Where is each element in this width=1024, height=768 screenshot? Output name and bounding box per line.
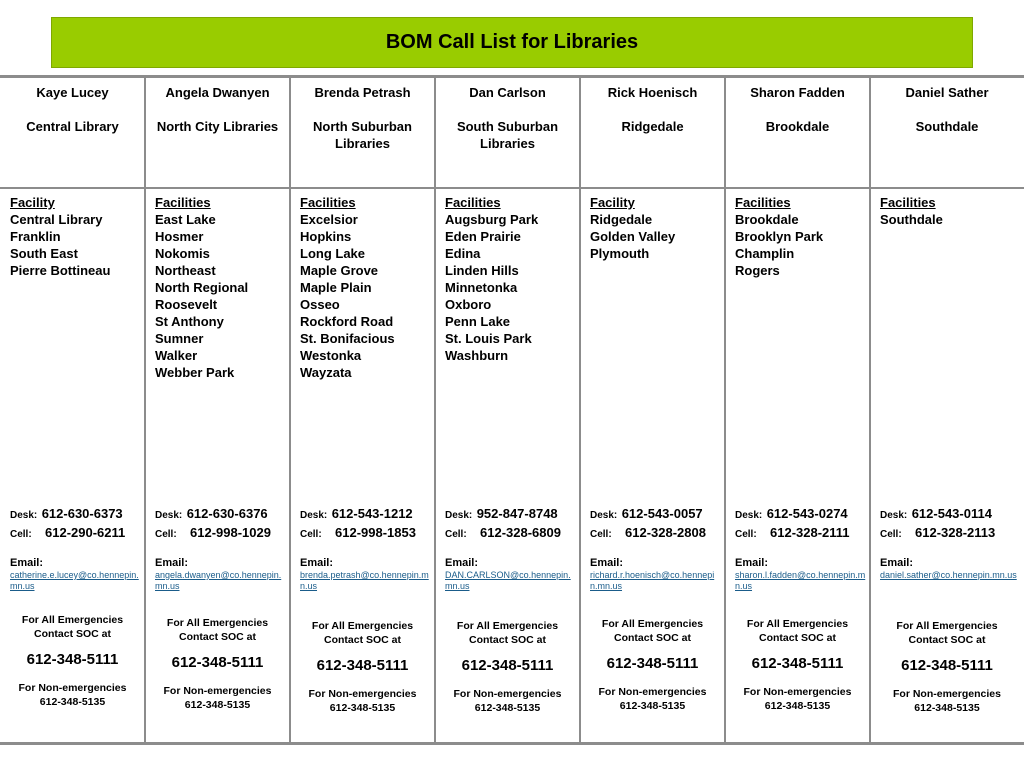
- cell-phone-row: [590, 524, 721, 543]
- column-divider: [144, 78, 146, 742]
- desk-phone: 612-543-0057: [621, 506, 703, 521]
- facility-item: Ridgedale: [590, 212, 653, 227]
- non-emergency-phone: 612-348-5135: [914, 702, 980, 714]
- non-emergency-label: For Non-emergencies: [308, 688, 417, 700]
- email-label: Email:: [590, 557, 624, 569]
- column-header: [439, 84, 576, 152]
- desk-phone: 612-543-0274: [766, 506, 848, 521]
- contact-column: [145, 78, 290, 742]
- contact-column: [435, 78, 580, 742]
- facility-item: North Regional: [155, 280, 249, 295]
- facility-item: St. Bonifacious: [300, 331, 395, 346]
- emergency-info: [439, 619, 576, 715]
- non-emergency-phone: 612-348-5135: [39, 696, 106, 708]
- facility-item: Franklin: [10, 229, 61, 244]
- column-header: [294, 84, 431, 152]
- soc-phone: 612-348-5111: [316, 657, 409, 674]
- facility-item: St Anthony: [155, 314, 224, 329]
- non-emergency-phone: 612-348-5135: [329, 702, 396, 714]
- cell-phone-row: [10, 524, 141, 543]
- cell-phone: 612-328-2808: [625, 525, 706, 540]
- email-label: Email:: [155, 557, 189, 569]
- email-link[interactable]: catherine.e.lucey@co.hennepin.mn.us: [10, 570, 139, 591]
- facility-item: Webber Park: [155, 365, 235, 380]
- facility-list: [300, 194, 431, 381]
- facility-item: Penn Lake: [445, 314, 511, 329]
- contact-soc-label: Contact SOC at: [613, 632, 691, 644]
- facility-list: [155, 194, 286, 381]
- cell-phone: 612-328-2113: [915, 525, 996, 540]
- contact-soc-label: Contact SOC at: [758, 632, 836, 644]
- contact-name: Brenda Petrash: [314, 85, 411, 100]
- cell-phone: 612-998-1029: [190, 525, 271, 540]
- column-divider: [869, 78, 871, 742]
- desk-label: Desk:: [880, 510, 908, 521]
- emergency-label: For All Emergencies: [311, 620, 414, 632]
- cell-phone-row: [735, 524, 866, 543]
- non-emergency-label: For Non-emergencies: [18, 682, 127, 694]
- contact-name: Dan Carlson: [469, 85, 546, 100]
- column-divider: [289, 78, 291, 742]
- facility-item: Wayzata: [300, 365, 352, 380]
- emergency-label: For All Emergencies: [746, 618, 849, 630]
- facility-item: Rogers: [735, 263, 780, 278]
- contact-name: Kaye Lucey: [36, 85, 109, 100]
- column-header: [4, 84, 141, 135]
- column-header: [874, 84, 1020, 135]
- column-divider: [434, 78, 436, 742]
- column-divider: [579, 78, 581, 742]
- soc-phone: 612-348-5111: [171, 654, 264, 671]
- desk-phone-row: [445, 505, 576, 524]
- facility-item: Minnetonka: [445, 280, 518, 295]
- non-emergency-label: For Non-emergencies: [163, 685, 272, 697]
- facility-item: Eden Prairie: [445, 229, 521, 244]
- contact-info: [155, 505, 286, 592]
- contact-column: [290, 78, 435, 742]
- desk-label: Desk:: [10, 510, 38, 521]
- column-header: [584, 84, 721, 135]
- email-link[interactable]: brenda.petrash@co.hennepin.mn.us: [300, 570, 429, 591]
- cell-phone: 612-998-1853: [335, 525, 416, 540]
- soc-phone: 612-348-5111: [751, 655, 844, 672]
- desk-phone: 612-630-6376: [186, 506, 268, 521]
- facility-item: Northeast: [155, 263, 216, 278]
- contact-soc-label: Contact SOC at: [178, 631, 256, 643]
- facility-item: Excelsior: [300, 212, 358, 227]
- contact-name: Angela Dwanyen: [165, 85, 270, 100]
- cell-phone: 612-328-2111: [770, 525, 850, 540]
- column-header: [729, 84, 866, 135]
- facility-item: Long Lake: [300, 246, 366, 261]
- library-name: Southdale: [915, 119, 979, 134]
- email-link[interactable]: angela.dwanyen@co.hennepin.mn.us: [155, 570, 282, 591]
- emergency-info: [584, 617, 721, 713]
- desk-label: Desk:: [735, 510, 763, 521]
- email-label: Email:: [880, 557, 914, 569]
- desk-phone-row: [735, 505, 866, 524]
- library-name: Central Library: [26, 119, 119, 134]
- contact-info: [590, 505, 721, 592]
- facilities-heading: Facilities: [155, 195, 211, 210]
- library-name: South Suburban Libraries: [456, 119, 559, 151]
- soc-phone: 612-348-5111: [26, 651, 119, 668]
- facility-item: Sumner: [155, 331, 204, 346]
- page-title: BOM Call List for Libraries: [385, 31, 639, 53]
- facility-item: Brookdale: [735, 212, 799, 227]
- cell-phone: 612-328-6809: [480, 525, 561, 540]
- facility-item: Oxboro: [445, 297, 492, 312]
- call-list-table: [0, 75, 1024, 745]
- facility-item: Golden Valley: [590, 229, 676, 244]
- facility-item: Hopkins: [300, 229, 352, 244]
- cell-label: Cell:: [590, 529, 612, 540]
- facility-item: Rockford Road: [300, 314, 394, 329]
- contact-info: [735, 505, 866, 592]
- emergency-label: For All Emergencies: [166, 617, 269, 629]
- emergency-info: [729, 617, 866, 713]
- cell-phone-row: [445, 524, 576, 543]
- emergency-info: [149, 616, 286, 712]
- facility-item: Central Library: [10, 212, 103, 227]
- email-link[interactable]: DAN.CARLSON@co.hennepin.mn.us: [445, 570, 571, 591]
- desk-phone-row: [880, 505, 1020, 524]
- facility-list: [445, 194, 576, 364]
- emergency-label: For All Emergencies: [896, 620, 998, 632]
- cell-label: Cell:: [300, 529, 322, 540]
- contact-info: [880, 505, 1020, 581]
- desk-label: Desk:: [590, 510, 618, 521]
- soc-phone: 612-348-5111: [606, 655, 699, 672]
- facility-item: Westonka: [300, 348, 362, 363]
- contact-soc-label: Contact SOC at: [908, 634, 986, 646]
- emergency-label: For All Emergencies: [601, 618, 704, 630]
- non-emergency-label: For Non-emergencies: [598, 686, 707, 698]
- facility-item: Linden Hills: [445, 263, 519, 278]
- non-emergency-phone: 612-348-5135: [474, 702, 541, 714]
- facility-item: East Lake: [155, 212, 216, 227]
- library-name: North City Libraries: [156, 119, 279, 134]
- contact-info: [10, 505, 141, 592]
- desk-phone-row: [300, 505, 431, 524]
- facilities-heading: Facility: [10, 195, 55, 210]
- email-link[interactable]: richard.r.hoenisch@co.hennepin.mn.us: [590, 570, 715, 591]
- facility-list: [735, 194, 866, 279]
- email-link[interactable]: sharon.l.fadden@co.hennepin.mn.us: [735, 570, 866, 591]
- desk-label: Desk:: [445, 510, 473, 521]
- cell-label: Cell:: [880, 529, 902, 540]
- library-name: North Suburban Libraries: [313, 119, 412, 151]
- facility-item: Nokomis: [155, 246, 210, 261]
- desk-phone: 952-847-8748: [476, 506, 558, 521]
- desk-phone: 612-543-1212: [331, 506, 413, 521]
- facility-item: Walker: [155, 348, 198, 363]
- contact-name: Sharon Fadden: [750, 85, 845, 100]
- emergency-label: For All Emergencies: [21, 614, 124, 626]
- facility-item: Washburn: [445, 348, 509, 363]
- desk-phone: 612-543-0114: [911, 506, 992, 521]
- facility-item: Augsburg Park: [445, 212, 539, 227]
- facilities-heading: Facilities: [300, 195, 356, 210]
- email-link[interactable]: daniel.sather@co.hennepin.mn.us: [880, 570, 1017, 580]
- desk-phone-row: [10, 505, 141, 524]
- non-emergency-phone: 612-348-5135: [619, 700, 686, 712]
- facility-item: Maple Grove: [300, 263, 379, 278]
- facility-item: Edina: [445, 246, 481, 261]
- emergency-info: [294, 619, 431, 715]
- facilities-heading: Facility: [590, 195, 635, 210]
- facility-list: [590, 194, 721, 262]
- facility-item: South East: [10, 246, 78, 261]
- soc-phone: 612-348-5111: [901, 657, 993, 674]
- emergency-info: [874, 619, 1020, 715]
- emergency-info: [4, 613, 141, 709]
- cell-phone-row: [300, 524, 431, 543]
- column-header: [149, 84, 286, 135]
- desk-phone-row: [155, 505, 286, 524]
- contact-column: [580, 78, 725, 742]
- contact-column: [725, 78, 870, 742]
- facilities-heading: Facilities: [445, 195, 501, 210]
- contact-info: [445, 505, 576, 592]
- cell-label: Cell:: [155, 529, 177, 540]
- cell-label: Cell:: [445, 529, 467, 540]
- facility-item: St. Louis Park: [445, 331, 532, 346]
- non-emergency-label: For Non-emergencies: [743, 686, 852, 698]
- email-label: Email:: [300, 557, 334, 569]
- facility-item: Roosevelt: [155, 297, 218, 312]
- cell-phone-row: [155, 524, 286, 543]
- facility-item: Southdale: [880, 212, 943, 227]
- facility-list: [10, 194, 141, 279]
- facilities-heading: Facilities: [735, 195, 791, 210]
- emergency-label: For All Emergencies: [456, 620, 559, 632]
- non-emergency-label: For Non-emergencies: [893, 688, 1001, 700]
- non-emergency-label: For Non-emergencies: [453, 688, 562, 700]
- contact-name: Rick Hoenisch: [607, 85, 698, 100]
- title-banner: [51, 17, 973, 68]
- email-label: Email:: [445, 557, 479, 569]
- column-divider: [724, 78, 726, 742]
- facility-list: [880, 194, 1020, 228]
- contact-soc-label: Contact SOC at: [323, 634, 401, 646]
- facility-item: Pierre Bottineau: [10, 263, 111, 278]
- email-label: Email:: [735, 557, 769, 569]
- contact-column: [0, 78, 145, 742]
- facility-item: Osseo: [300, 297, 340, 312]
- soc-phone: 612-348-5111: [461, 657, 554, 674]
- non-emergency-phone: 612-348-5135: [184, 699, 251, 711]
- contact-name: Daniel Sather: [905, 85, 989, 100]
- facility-item: Champlin: [735, 246, 795, 261]
- cell-phone: 612-290-6211: [45, 525, 126, 540]
- library-name: Ridgedale: [621, 119, 684, 134]
- cell-phone-row: [880, 524, 1020, 543]
- facility-item: Hosmer: [155, 229, 204, 244]
- facility-item: Plymouth: [590, 246, 650, 261]
- contact-soc-label: Contact SOC at: [468, 634, 546, 646]
- desk-label: Desk:: [155, 510, 183, 521]
- facility-item: Maple Plain: [300, 280, 372, 295]
- desk-phone-row: [590, 505, 721, 524]
- contact-info: [300, 505, 431, 592]
- non-emergency-phone: 612-348-5135: [764, 700, 831, 712]
- desk-label: Desk:: [300, 510, 328, 521]
- facility-item: Brooklyn Park: [735, 229, 824, 244]
- contact-soc-label: Contact SOC at: [33, 628, 111, 640]
- email-label: Email:: [10, 557, 44, 569]
- library-name: Brookdale: [765, 119, 830, 134]
- facilities-heading: Facilities: [880, 195, 936, 210]
- cell-label: Cell:: [735, 529, 757, 540]
- desk-phone: 612-630-6373: [41, 506, 123, 521]
- cell-label: Cell:: [10, 529, 32, 540]
- contact-column: [870, 78, 1024, 742]
